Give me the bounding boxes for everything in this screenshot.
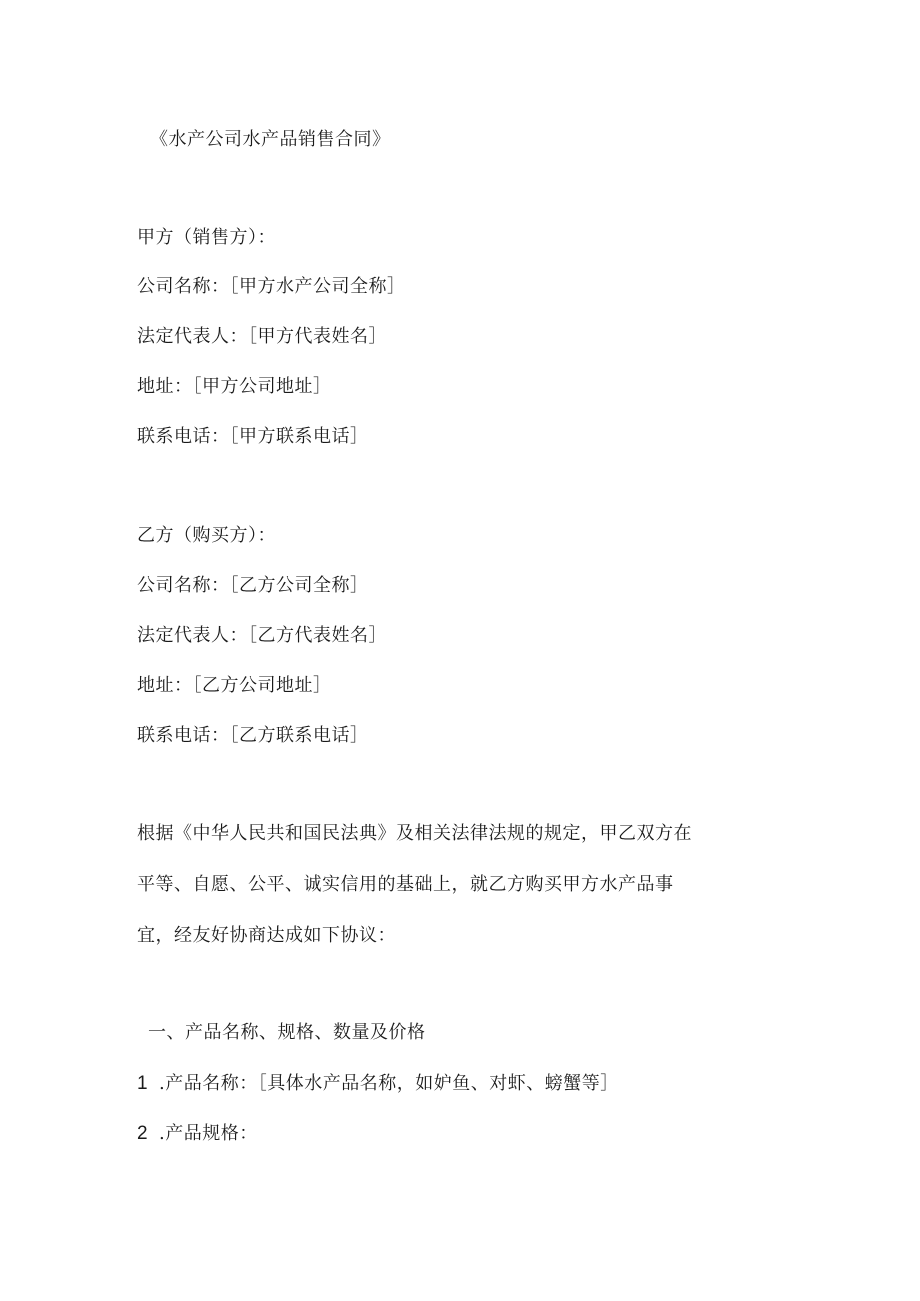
item-number: 2 xyxy=(137,1123,149,1144)
party-b-representative: 法定代表人：［乙方代表姓名］ xyxy=(137,625,387,646)
item-number: 1 xyxy=(137,1073,149,1094)
section-1-item xyxy=(137,1122,258,1146)
party-b-heading: 乙方（购买方）： xyxy=(137,525,276,546)
party-a-representative: 法定代表人：［甲方代表姓名］ xyxy=(137,326,387,347)
item-text: .产品规格： xyxy=(159,1123,258,1144)
party-a-address: 地址：［甲方公司地址］ xyxy=(137,376,332,397)
party-b-company: 公司名称：［乙方公司全称］ xyxy=(137,575,369,596)
party-b-phone: 联系电话：［乙方联系电话］ xyxy=(137,725,369,746)
party-b-address: 地址：［乙方公司地址］ xyxy=(137,675,332,696)
item-text: .产品名称：［具体水产品名称，如妒鱼、对虾、螃蟹等］ xyxy=(159,1073,619,1094)
party-a-heading: 甲方（销售方）： xyxy=(137,227,276,248)
section-1-heading: 一、产品名称、规格、数量及价格 xyxy=(148,1022,426,1043)
preamble-line: 平等、自愿、公平、诚实信用的基础上，就乙方购买甲方水产品事 xyxy=(137,874,674,895)
document-title: 《水产公司水产品销售合同》 xyxy=(150,129,391,150)
party-a-company: 公司名称：［甲方水产公司全称］ xyxy=(137,276,406,297)
preamble-line: 根据《中华人民共和国民法典》及相关法律法规的规定，甲乙双方在 xyxy=(137,823,692,844)
preamble-line: 宜，经友好协商达成如下协议： xyxy=(137,925,396,946)
section-1-item xyxy=(137,1072,619,1096)
party-a-phone: 联系电话：［甲方联系电话］ xyxy=(137,426,369,447)
